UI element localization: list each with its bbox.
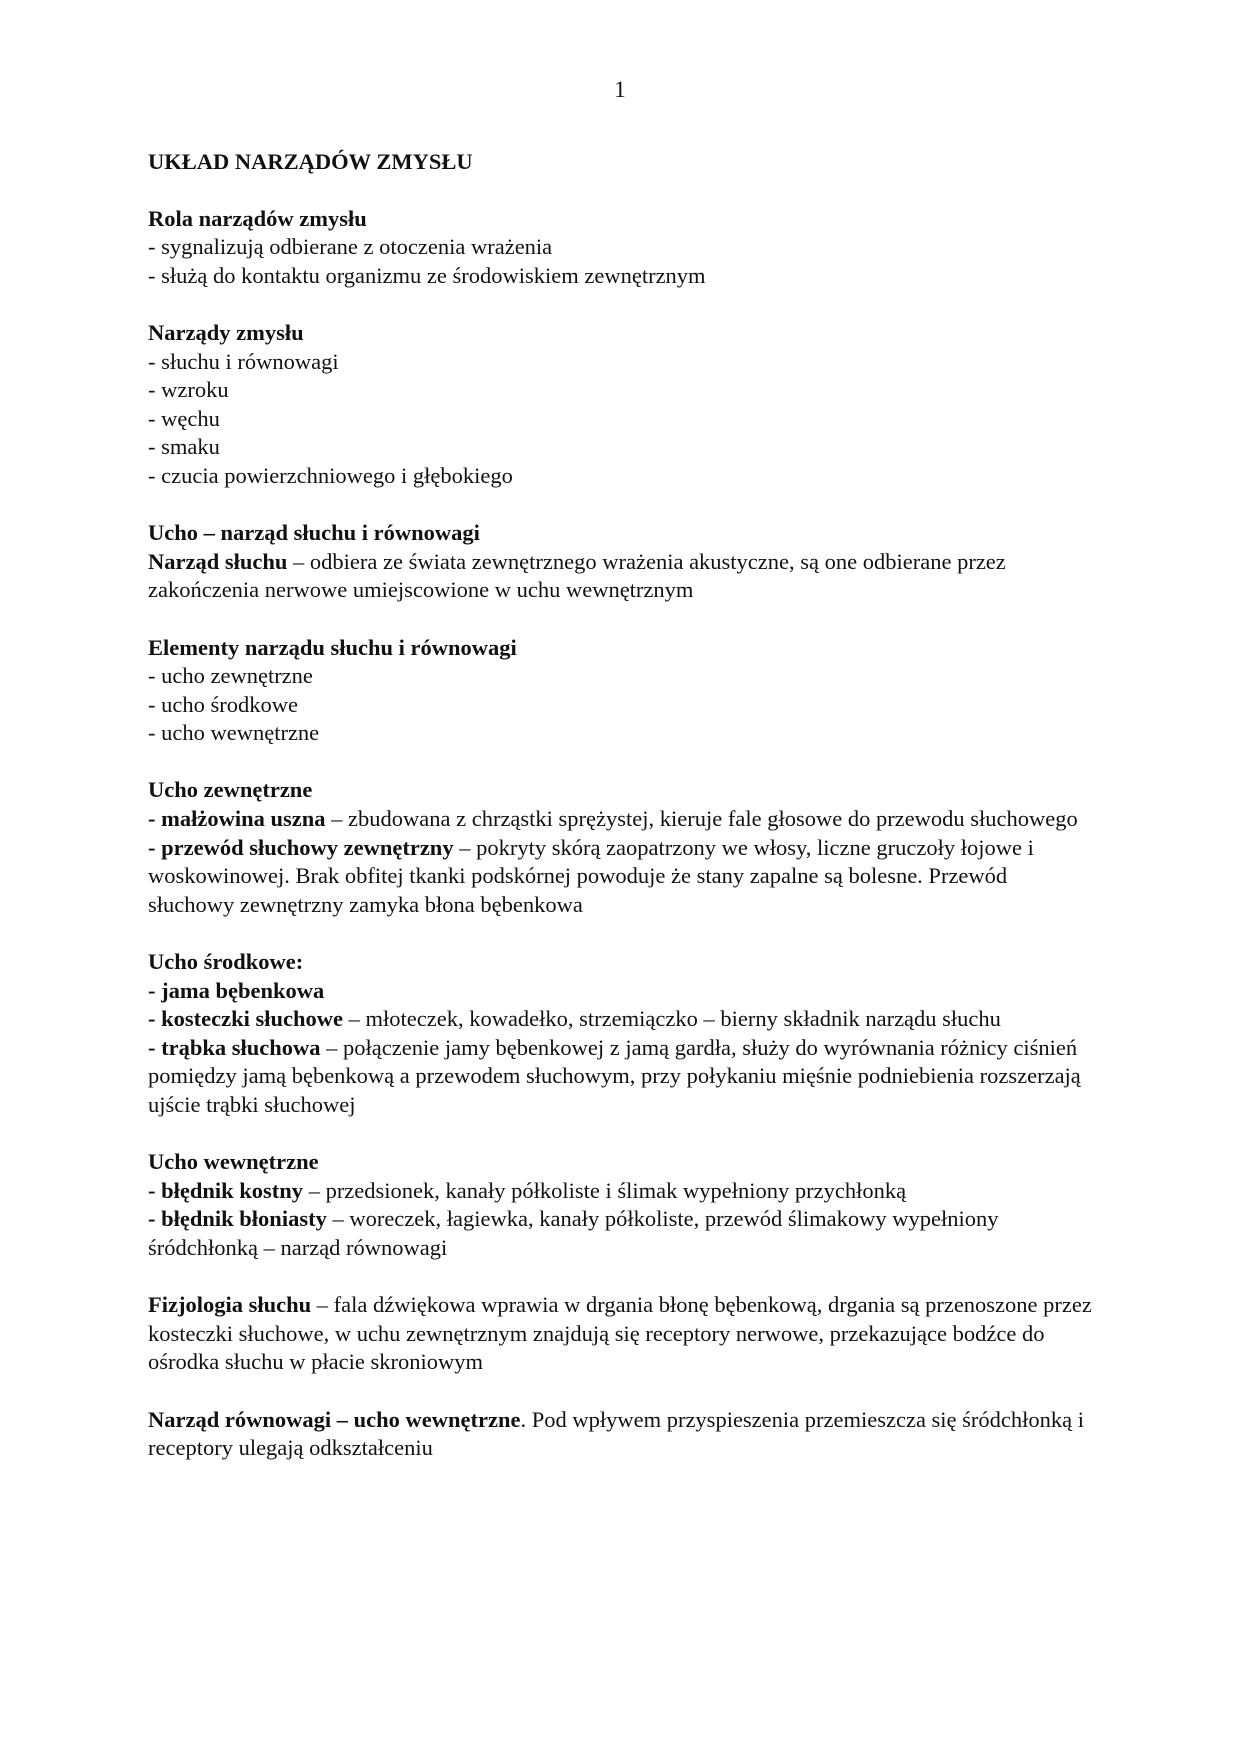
section-narzady	[148, 319, 1098, 491]
section-fizjologia	[148, 1291, 1098, 1377]
document-body	[148, 148, 1098, 1491]
term: - przewód słuchowy zewnętrzny	[148, 834, 454, 860]
definition: – odbiera ze świata zewnętrznego wrażenia akustyczne, są one odbierane przez zakończenia nerwowe umiejscowione w uchu wewnętrznym	[148, 548, 1006, 603]
term: - trąbka słuchowa	[148, 1034, 321, 1060]
list-item: - służą do kontaktu organizmu ze środowiskiem zewnętrznym	[148, 262, 706, 288]
section-heading: Ucho środkowe:	[148, 949, 304, 975]
section-heading: Elementy narządu słuchu i równowagi	[148, 634, 517, 660]
paragraph	[148, 834, 1098, 920]
term: - małżowina uszna	[148, 806, 326, 832]
section-heading: Rola narządów zmysłu	[148, 205, 367, 231]
term: - błędnik błoniasty	[148, 1206, 327, 1232]
paragraph	[148, 1205, 1098, 1262]
list-item: - ucho zewnętrzne	[148, 663, 313, 689]
section-heading: Ucho – narząd słuchu i równowagi	[148, 520, 480, 546]
term: - jama bębenkowa	[148, 977, 325, 1003]
section-rola	[148, 205, 1098, 291]
paragraph	[148, 1034, 1098, 1120]
definition: – przedsionek, kanały półkoliste i ślimak wypełniony przychłonką	[303, 1177, 907, 1203]
section-elementy	[148, 634, 1098, 748]
section-rownowaga	[148, 1406, 1098, 1463]
section-heading: Ucho zewnętrzne	[148, 777, 313, 803]
definition: – połączenie jamy bębenkowej z jamą gardła, służy do wyrównania różnicy ciśnień pomiędzy jamą bębenkową a przewodem słuchowym, przy połykaniu mięśnie podniebienia rozszerzają ujście trąbki słuchowej	[148, 1034, 1081, 1117]
paragraph	[148, 977, 1098, 1006]
definition: – woreczek, łagiewka, kanały półkoliste, przewód ślimakowy wypełniony śródchłonką – narząd równowagi	[148, 1206, 999, 1260]
definition: – fala dźwiękowa wprawia w drgania błonę bębenkową, drgania są przenoszone przez kosteczki słuchowe, w uchu zewnętrznym znajdują się receptory nerwowe, przekazujące bodźce do ośrodka słuchu w płacie skroniowym	[148, 1292, 1092, 1375]
paragraph	[148, 548, 1098, 605]
document-title: UKŁAD NARZĄDÓW ZMYSŁU	[148, 149, 473, 174]
list-item: - ucho środkowe	[148, 691, 298, 717]
list-item: - smaku	[148, 434, 220, 460]
section-ucho-wewnetrzne	[148, 1148, 1098, 1262]
term: Fizjologia słuchu	[148, 1292, 312, 1318]
term: Narząd równowagi – ucho wewnętrzne	[148, 1406, 521, 1432]
list-item: - czucia powierzchniowego i głębokiego	[148, 462, 513, 488]
section-ucho-zewnetrzne	[148, 776, 1098, 919]
term: Narząd słuchu	[148, 548, 288, 574]
paragraph	[148, 1406, 1098, 1463]
section-ucho	[148, 519, 1098, 605]
section-ucho-srodkowe	[148, 948, 1098, 1120]
paragraph	[148, 805, 1098, 834]
list-item: - wzroku	[148, 377, 229, 403]
page-number: 1	[614, 77, 626, 102]
definition: – pokryty skórą zaopatrzony we włosy, liczne gruczoły łojowe i woskowinowej. Brak obfitej tkanki podskórnej powoduje że stany zapalne są bolesne. Przewód słuchowy zewnętrzny zamyka błona bębenkowa	[148, 834, 1034, 917]
term: - kosteczki słuchowe	[148, 1006, 343, 1032]
section-heading: Ucho wewnętrzne	[148, 1149, 319, 1175]
list-item: - słuchu i równowagi	[148, 348, 339, 374]
list-item: - ucho wewnętrzne	[148, 720, 320, 746]
definition: . Pod wpływem przyspieszenia przemieszcza się śródchłonką i receptory ulegają odkształceniu	[148, 1406, 1085, 1461]
definition: – młoteczek, kowadełko, strzemiączko – bierny składnik narządu słuchu	[343, 1006, 1001, 1032]
paragraph	[148, 1177, 1098, 1206]
term: - błędnik kostny	[148, 1177, 304, 1203]
definition: – zbudowana z chrząstki sprężystej, kieruje fale głosowe do przewodu słuchowego	[325, 806, 1078, 832]
list-item: - sygnalizują odbierane z otoczenia wrażenia	[148, 234, 553, 260]
paragraph	[148, 1005, 1098, 1034]
paragraph	[148, 1291, 1098, 1377]
list-item: - węchu	[148, 405, 220, 431]
section-heading: Narządy zmysłu	[148, 319, 304, 345]
